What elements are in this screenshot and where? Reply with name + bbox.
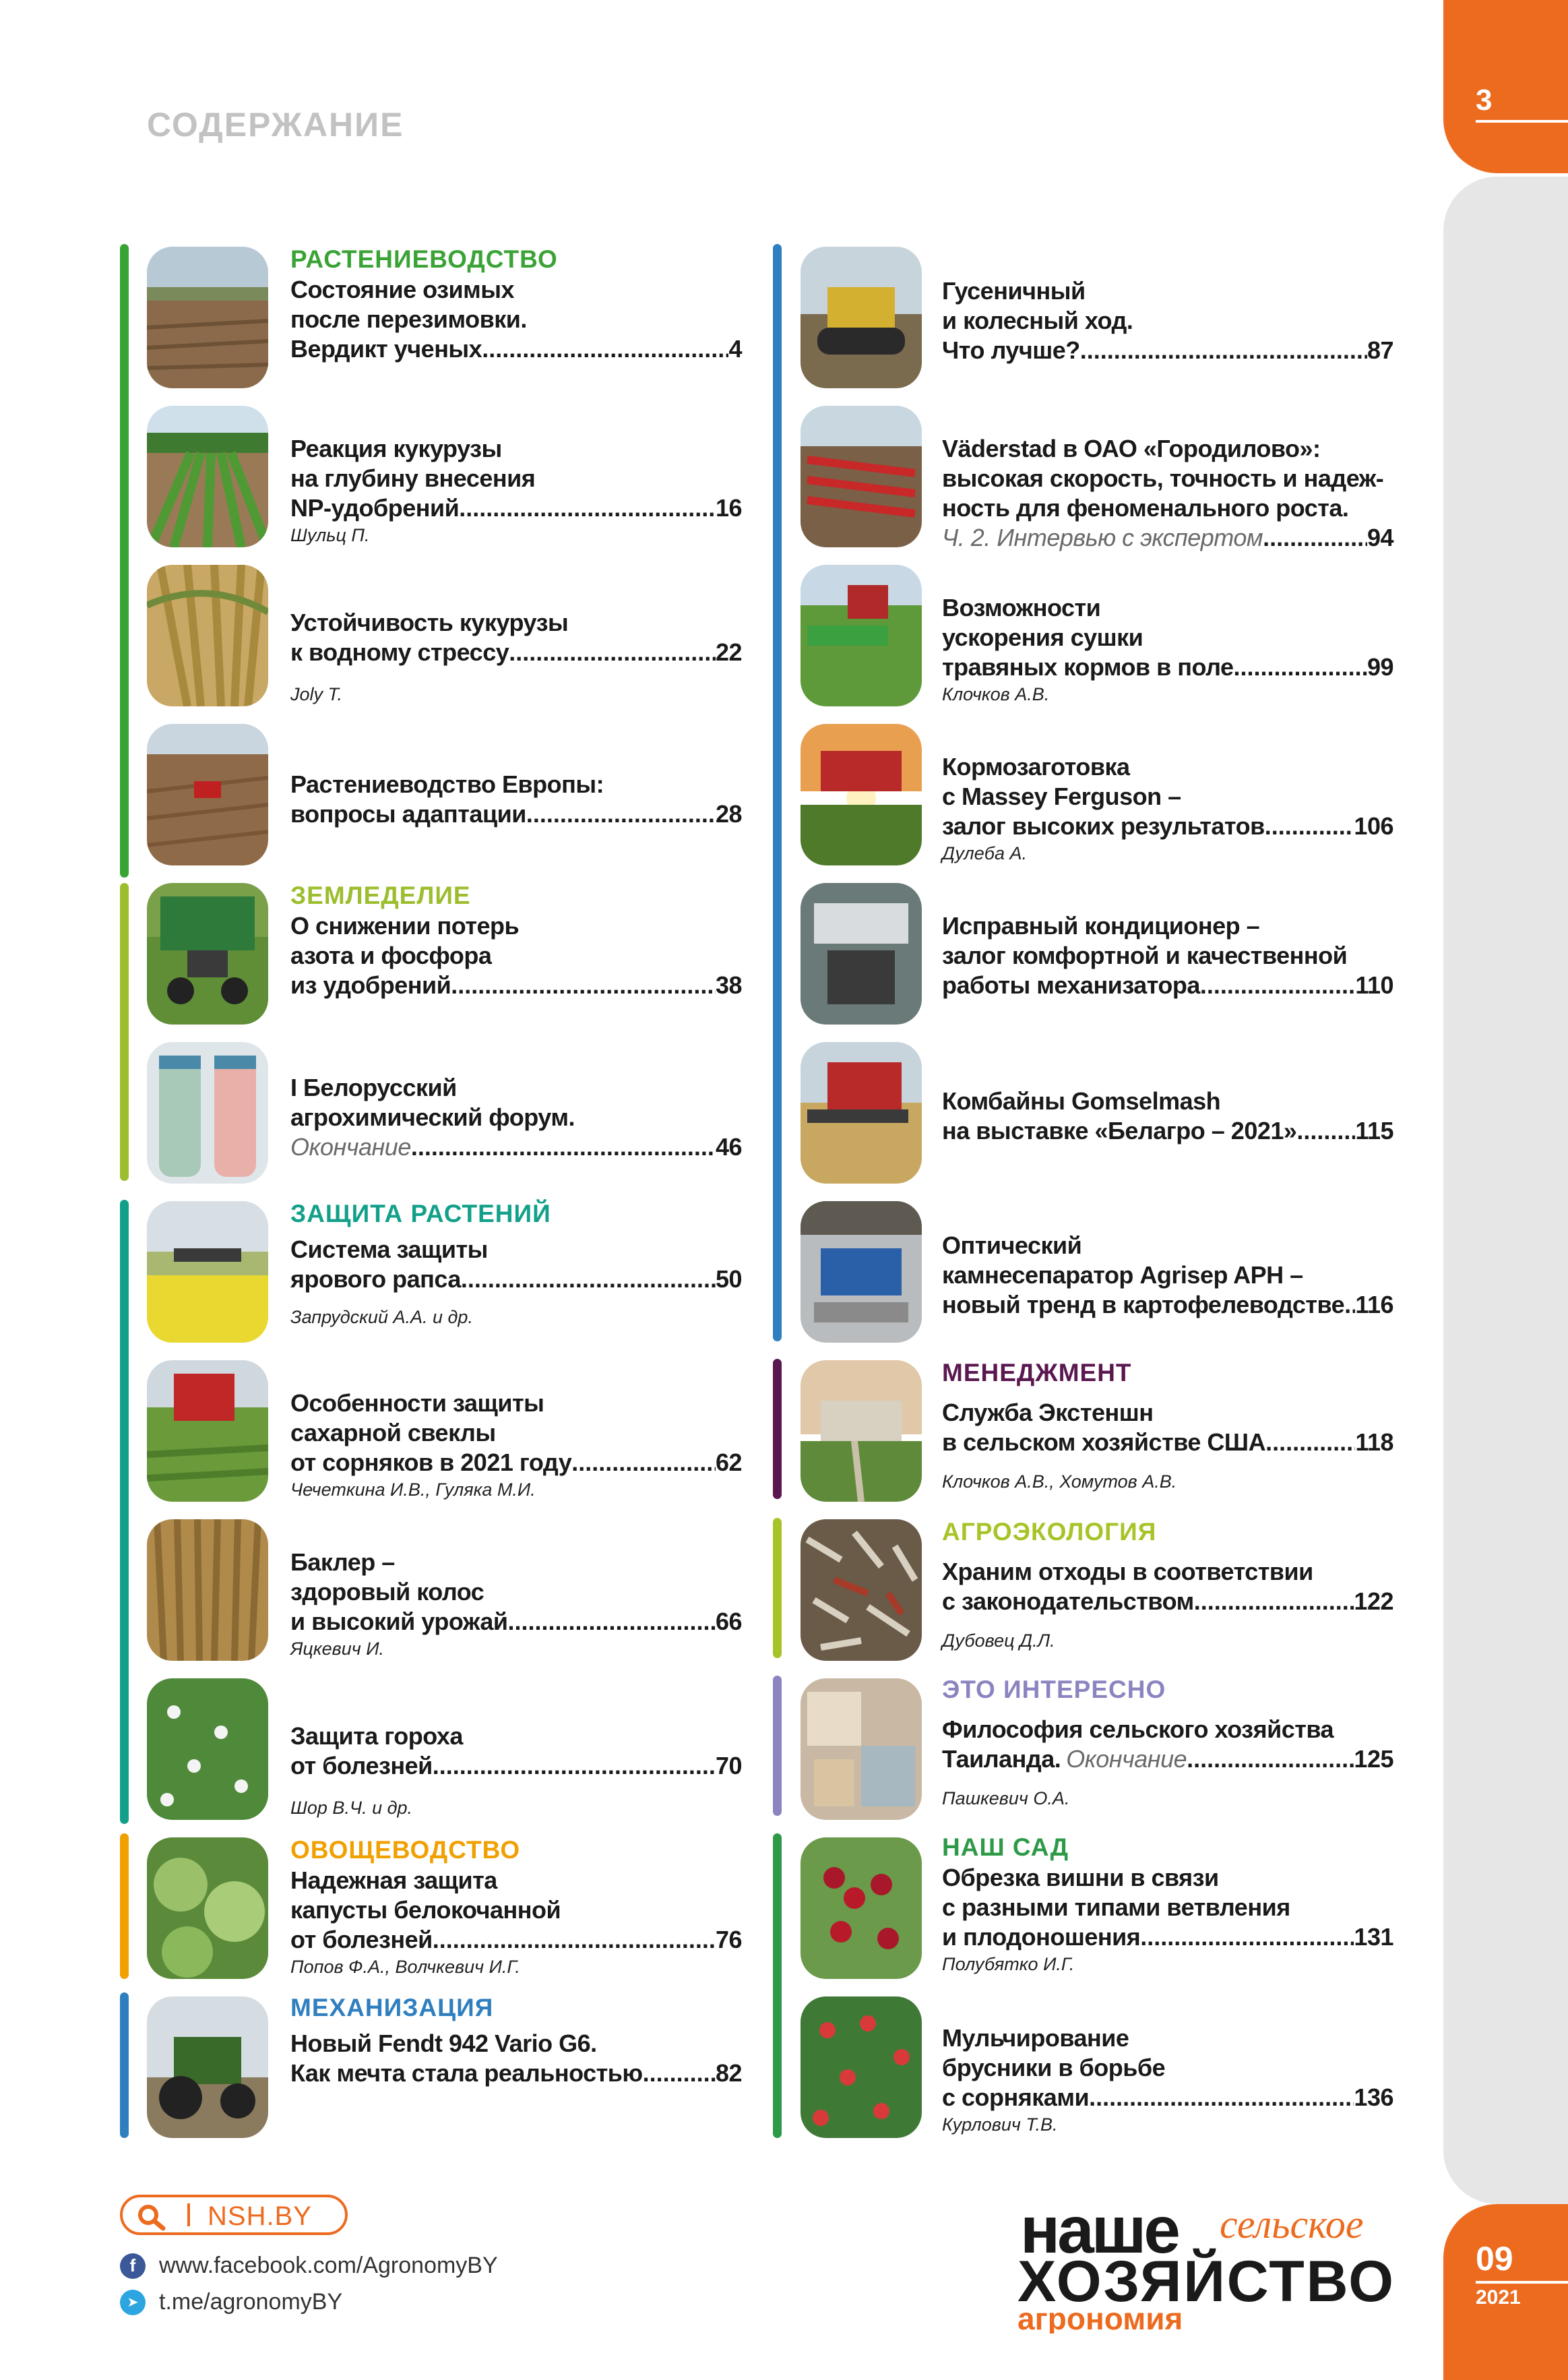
entry-title [290,1389,742,1477]
entry-title [942,1715,1393,1774]
entry-title [290,1548,742,1637]
title-line: и высокий урожай [290,1608,508,1635]
page-number-tab [1443,0,1568,173]
page-ref: 38 [715,971,742,999]
thumb-sugar-beet [147,1360,268,1502]
thumb-fertilizer-columns [147,1042,268,1184]
thumb-lingonberry [801,1996,922,2138]
title-last-line [290,1264,742,1294]
author: Дулеба А. [942,843,1027,863]
section-bar-mehanizaciya [120,1992,129,2138]
toc-entry[interactable] [290,244,742,364]
leader-dots [1265,1428,1355,1457]
title-line: Особенности защиты [290,1389,544,1417]
leader-dots [507,1607,715,1637]
toc-entry[interactable] [290,1992,742,2088]
entry-title [942,752,1393,841]
entry-title [290,1721,742,1781]
leader-dots [1080,336,1367,365]
page-ref: 110 [1355,971,1393,999]
entry-title [290,1073,742,1162]
title-line: Что лучше? [942,336,1080,364]
author: Яцкевич И. [290,1639,385,1659]
thumb-thailand [801,1678,922,1820]
page-ref: 16 [715,494,742,522]
toc-entry[interactable] [942,1357,1393,1494]
title-line: и колесный ход. [942,307,1133,334]
page-ref: 131 [1354,1923,1393,1951]
page-ref: 46 [715,1133,742,1161]
facebook-icon: f [120,2253,146,2279]
title-line: агрохимический форум. [290,1103,575,1131]
thumb-fendt-tractor [147,1996,268,2138]
leader-dots [1265,812,1354,841]
title-last-line [942,1587,1393,1616]
toc-entry[interactable] [942,1087,1393,1146]
logo-line2: ХОЗЯЙСТВО [1017,2249,1391,2314]
title-last-line [290,638,742,667]
page-ref: 62 [715,1448,742,1476]
title-line: здоровый колос [290,1578,484,1606]
entry-title [942,2023,1393,2112]
section-bar-rastenievodstvo [120,244,129,878]
section-title: АГРОЭКОЛОГИЯ [942,1518,1157,1546]
title-line: с разными типами ветвления [942,1893,1290,1921]
toc-entry[interactable] [942,276,1393,365]
page-ref: 99 [1367,653,1393,681]
page-ref: 28 [715,800,742,828]
page-ref: 136 [1354,2083,1393,2111]
page-ref: 22 [715,638,742,666]
title-line: травяных кормов в поле [942,653,1234,681]
toc-entry[interactable] [942,593,1393,706]
leader-dots [1234,652,1367,682]
telegram-icon: ➤ [120,2290,146,2315]
toc-entry[interactable] [942,434,1393,553]
magazine-logo [1017,2199,1395,2333]
section-title: ЭТО ИНТЕРЕСНО [942,1676,1166,1703]
title-line: Таиланда. [942,1745,1061,1773]
title-last-line [290,493,742,523]
title-line: с законодательством [942,1587,1194,1615]
section-title: ОВОЩЕВОДСТВО [290,1836,521,1864]
page-ref: 82 [715,2059,742,2087]
search-divider [187,2203,190,2226]
title-last-line [942,523,1393,553]
title-line: капусты белокочанной [290,1896,561,1924]
title-last-line [942,1116,1393,1146]
page-ref: 50 [715,1265,742,1293]
title-italic-suffix: Окончание [1066,1745,1187,1773]
title-line: залог высоких результатов [942,812,1265,840]
section-bar-agroekologiya [773,1518,782,1658]
entry-title [942,1863,1393,1952]
title-last-line [290,799,742,829]
page-ref: 125 [1354,1745,1393,1773]
title-last-line [942,1428,1393,1457]
logo-sub: агрономия [1017,2301,1183,2333]
page-ref: 115 [1355,1117,1393,1145]
thumb-peas [147,1678,268,1820]
title-line: от болезней [290,1752,433,1779]
issue-tab [1443,2204,1568,2380]
title-line: от сорняков в 2021 году [290,1448,572,1476]
title-last-line [942,2083,1393,2112]
title-line: Система защиты [290,1235,488,1263]
entry-title [942,1557,1393,1616]
leader-dots [1296,1116,1355,1146]
page-number: 3 [1476,84,1493,117]
leader-dots [509,638,716,667]
title-line: вопросы адаптации [290,800,526,828]
thumb-waste [801,1519,922,1661]
section-title: НАШ САД [942,1833,1069,1861]
title-last-line [290,1925,742,1955]
section-title: МЕХАНИЗАЦИЯ [290,1994,494,2021]
entry-title [290,770,742,829]
thumb-wheat [147,1519,268,1661]
author: Дубовец Д.Л. [942,1630,1055,1651]
section-bar-zemledelie [120,883,129,1181]
title-line: О снижении потерь [290,912,520,940]
title-line: Философия сельского хозяйства [942,1715,1334,1743]
title-last-line [942,1744,1393,1774]
section-title: ЗЕМЛЕДЕЛИЕ [290,882,471,909]
leader-dots [1344,1290,1355,1320]
toc-entry[interactable] [942,752,1393,865]
title-line: Väderstad в ОАО «Городилово»: [942,435,1321,462]
entry-title [942,434,1393,553]
title-last-line [290,334,742,364]
leader-dots [411,1132,716,1162]
entry-title [942,276,1393,365]
title-line: NP-удобрений [290,494,460,522]
issue-number: 09 [1476,2240,1513,2278]
author: Попов Ф.А., Волчкевич И.Г. [290,1957,520,1977]
title-last-line [290,1448,742,1477]
title-line: из удобрений [290,971,451,999]
thumb-mower [801,565,922,706]
title-line: залог комфортной и качественной [942,942,1348,969]
page-ref: 122 [1354,1587,1393,1615]
entry-title [290,434,742,523]
thumb-corn-drought [147,565,268,706]
title-line: после перезимовки. [290,305,527,333]
thumb-corn-rows [147,406,268,547]
title-last-line [942,652,1393,682]
thumb-tracked-tractor [801,247,922,388]
title-line: Баклер – [290,1548,395,1576]
author: Курлович Т.В. [942,2114,1058,2135]
entry-title [942,911,1393,1000]
leader-dots [482,334,728,364]
entry-title [942,1398,1393,1457]
leader-dots [433,1925,716,1955]
thumb-massey-ferguson [801,724,922,865]
title-line: от болезней [290,1926,433,1953]
title-last-line [942,336,1393,365]
title-last-line [290,1751,742,1781]
title-line: Вердикт ученых [290,335,482,363]
title-line: Возможности [942,594,1101,621]
title-line: Состояние озимых [290,276,515,303]
page-ref: 118 [1355,1428,1393,1456]
page-ref: 66 [715,1608,742,1635]
title-line: с сорняками [942,2083,1090,2111]
title-line: в сельском хозяйстве США [942,1428,1266,1456]
title-line: новый тренд в картофелеводстве [942,1291,1345,1318]
title-line: ярового рапса [290,1265,461,1293]
leader-dots [1140,1922,1354,1952]
title-line: Служба Экстеншн [942,1399,1154,1426]
entry-title [942,593,1393,682]
title-line: камнесепаратор Agrisep APH – [942,1261,1303,1289]
author: Шульц П. [290,525,370,545]
author: Пашкевич О.А. [942,1788,1070,1808]
title-line: к водному стрессу [290,638,509,666]
title-line: Гусеничный [942,277,1086,305]
toc-entry[interactable] [942,1832,1393,1976]
entry-title [942,1087,1393,1146]
toc-entry[interactable] [942,2023,1393,2137]
thumb-cherries [801,1837,922,1979]
leader-dots [1200,971,1356,1000]
title-line: Ч. 2. Интервью с экспертом [942,524,1263,551]
author: Клочков А.В. [942,684,1050,704]
author: Полубятко И.Г. [942,1954,1075,1974]
section-bar-mehanizaciya-right [773,244,782,1341]
entry-title [290,1235,742,1294]
title-line: ность для феноменального роста. [942,494,1349,522]
thumb-spreader [147,883,268,1025]
toc-entry[interactable] [290,1835,742,1979]
page-ref: 87 [1367,336,1393,364]
site-search-link[interactable] [120,2195,348,2235]
title-last-line [290,1607,742,1637]
toc-entry[interactable] [290,1548,742,1661]
author: Клочков А.В., Хомутов А.В. [942,1471,1177,1492]
thumb-europe-tractor [147,724,268,865]
toc-entry[interactable] [290,1389,742,1502]
leader-dots [461,1264,716,1294]
toc-entry[interactable] [290,608,742,706]
title-line: Обрезка вишни в связи [942,1864,1219,1891]
title-line: Как мечта стала реальностью [290,2059,643,2087]
title-line: на выставке «Белагро – 2021» [942,1117,1297,1145]
facebook-link[interactable] [120,2253,498,2279]
title-line: Устойчивость кукурузы [290,609,569,636]
title-last-line [290,1132,742,1162]
thumb-winter-crops [147,247,268,388]
title-line: Новый Fendt 942 Vario G6. [290,2030,597,2057]
issue-year: 2021 [1476,2286,1521,2309]
title-line: Храним отходы в соответствии [942,1558,1313,1585]
leader-dots [526,799,716,829]
section-bar-ovoschevodstvo [120,1833,129,1979]
thumb-usa-building [801,1360,922,1502]
thumb-rapeseed [147,1201,268,1343]
facebook-url: www.facebook.com/AgronomyBY [159,2253,498,2278]
leader-dots [1263,523,1367,553]
entry-title [942,1231,1393,1320]
thumb-vaderstad [801,406,922,547]
title-line: высокая скорость, точность и надеж- [942,464,1384,492]
section-bar-sad [773,1833,782,2138]
title-line: с Massey Ferguson – [942,783,1181,810]
title-line: Надежная защита [290,1866,497,1894]
leader-dots [571,1448,716,1477]
title-line: Защита гороха [290,1722,463,1750]
section-title: МЕНЕДЖМЕНТ [942,1359,1132,1386]
toc-entry[interactable] [290,1721,742,1820]
author: Шор В.Ч. и др. [290,1798,413,1818]
entry-title [290,1866,742,1955]
title-line: сахарной свеклы [290,1419,496,1446]
entry-title [290,275,742,364]
title-last-line [942,1922,1393,1952]
section-title: РАСТЕНИЕВОДСТВО [290,245,558,273]
title-line: азота и фосфора [290,942,492,969]
title-line: работы механизатора [942,971,1200,999]
telegram-url: t.me/agronomyBY [159,2289,343,2315]
search-icon [136,2203,168,2232]
issue-underline [1476,2281,1568,2284]
toc-entry[interactable] [290,770,742,829]
title-line: брусники в борьбе [942,2054,1166,2081]
section-bar-zaschita [120,1200,129,1824]
author: Запрудский А.А. и др. [290,1307,473,1327]
title-last-line [942,1290,1393,1320]
title-line: Окончание [290,1133,411,1161]
toc-entry[interactable] [290,1198,742,1329]
title-line: I Белорусский [290,1074,457,1101]
page-ref: 106 [1354,812,1393,840]
thumb-stone-separator [801,1201,922,1343]
page-ref: 94 [1367,524,1393,551]
logo-script: сельское [1220,2202,1364,2247]
leader-dots [643,2058,716,2088]
section-bar-interesno [773,1676,782,1816]
title-line: Мульчирование [942,2024,1129,2052]
title-line: Оптический [942,1231,1082,1259]
title-line: ускорения сушки [942,623,1143,651]
title-line: на глубину внесения [290,464,536,492]
page-ref: 116 [1355,1291,1393,1318]
toc-entry[interactable] [942,911,1393,1000]
entry-title [290,911,742,1000]
side-panel [1443,177,1568,2204]
toc-entry[interactable] [942,1517,1393,1653]
title-line: Исправный кондиционер – [942,912,1260,940]
title-last-line [942,971,1393,1000]
site-url: NSH.BY [208,2201,312,2231]
entry-title [290,608,742,667]
logo-line1: наше [1020,2199,1178,2267]
page-ref: 76 [715,1926,742,1953]
thumb-cabbage [147,1837,268,1979]
page-ref: 70 [715,1752,742,1779]
leader-dots [1089,2083,1354,2112]
telegram-link[interactable] [120,2289,342,2315]
title-line: Кормозаготовка [942,753,1130,781]
leader-dots [1187,1744,1354,1774]
title-line: Растениеводство Европы: [290,770,604,798]
toc-entry[interactable] [290,880,742,1000]
entry-title [290,2029,742,2088]
title-last-line [290,971,742,1000]
leader-dots [459,493,716,523]
toc-entry[interactable] [290,1073,742,1162]
page-number-underline [1476,120,1568,123]
section-title: ЗАЩИТА РАСТЕНИЙ [290,1200,551,1227]
author: Joly T. [290,684,343,704]
leader-dots [451,971,716,1000]
leader-dots [1194,1587,1354,1616]
toc-entry[interactable] [942,1674,1393,1810]
toc-entry[interactable] [942,1231,1393,1320]
title-line: Реакция кукурузы [290,435,502,462]
contents-title: СОДЕРЖАНИЕ [147,106,404,144]
thumb-combine [801,1042,922,1184]
toc-entry[interactable] [290,434,742,547]
leader-dots [433,1751,716,1781]
title-last-line [942,812,1393,841]
title-line: и плодоношения [942,1923,1141,1951]
title-last-line [290,2058,742,2088]
page-ref: 4 [728,335,742,363]
author: Чечеткина И.В., Гуляка М.И. [290,1479,536,1500]
section-bar-menedzhment [773,1359,782,1499]
title-line: Комбайны Gomselmash [942,1087,1221,1115]
thumb-air-conditioner [801,883,922,1025]
